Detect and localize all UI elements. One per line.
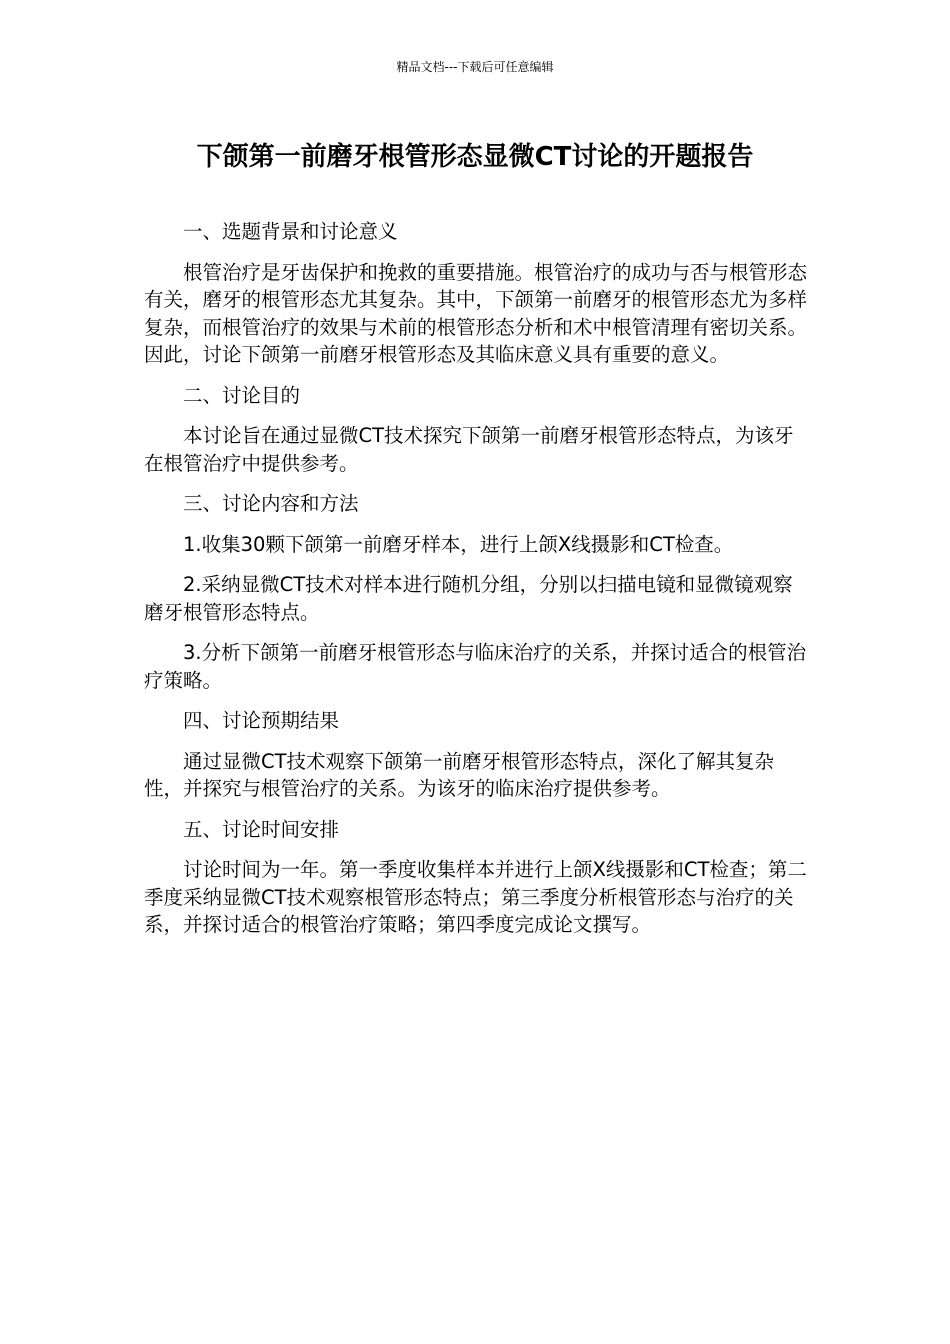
paragraph-schedule: 讨论时间为一年。第一季度收集样本并进行上颌X线摄影和CT检查；第二季度采纳显微CT技术观察根管形态特点；第三季度分析根管形态与治疗的关系，并探讨适合的根管治疗策略；第四季度完成论文撰写。 xyxy=(144,858,807,936)
section-heading-methods: 三、讨论内容和方法 xyxy=(183,492,359,515)
paragraph-purpose: 本讨论旨在通过显微CT技术探究下颌第一前磨牙根管形态特点，为该牙在根管治疗中提供参考。 xyxy=(144,424,794,475)
section-heading-expected-results: 四、讨论预期结果 xyxy=(183,709,340,732)
section-heading-purpose: 二、讨论目的 xyxy=(183,383,301,407)
document-body xyxy=(144,218,808,952)
list-item-method-3: 3.分析下颌第一前磨牙根管形态与临床治疗的关系，并探讨适合的根管治疗策略。 xyxy=(144,641,807,692)
list-item-method-2: 2.采纳显微CT技术对样本进行随机分组，分别以扫描电镜和显微镜观察磨牙根管形态特点。 xyxy=(144,573,793,624)
paragraph-background: 根管治疗是牙齿保护和挽救的重要措施。根管治疗的成功与否与根管形态有关，磨牙的根管形态尤其复杂。其中，下颌第一前磨牙的根管形态尤为多样复杂，而根管治疗的效果与术前的根管形态分析和术中根管清理有密切关系。因此，讨论下颌第一前磨牙根管形态及其临床意义具有重要的意义。 xyxy=(144,260,808,366)
section-heading-schedule: 五、讨论时间安排 xyxy=(183,817,340,841)
document-title: 下颌第一前磨牙根管形态显微CT讨论的开题报告 xyxy=(196,142,754,172)
paragraph-expected-results: 通过显微CT技术观察下颌第一前磨牙根管形态特点，深化了解其复杂性，并探究与根管治疗的关系。为该牙的临床治疗提供参考。 xyxy=(144,749,775,800)
section-heading-background: 一、选题背景和讨论意义 xyxy=(183,220,398,243)
list-item-method-1: 1.收集30颗下颌第一前磨牙样本，进行上颌X线摄影和CT检查。 xyxy=(183,532,734,556)
page-header: 精品文档---下载后可任意编辑 xyxy=(396,60,554,74)
